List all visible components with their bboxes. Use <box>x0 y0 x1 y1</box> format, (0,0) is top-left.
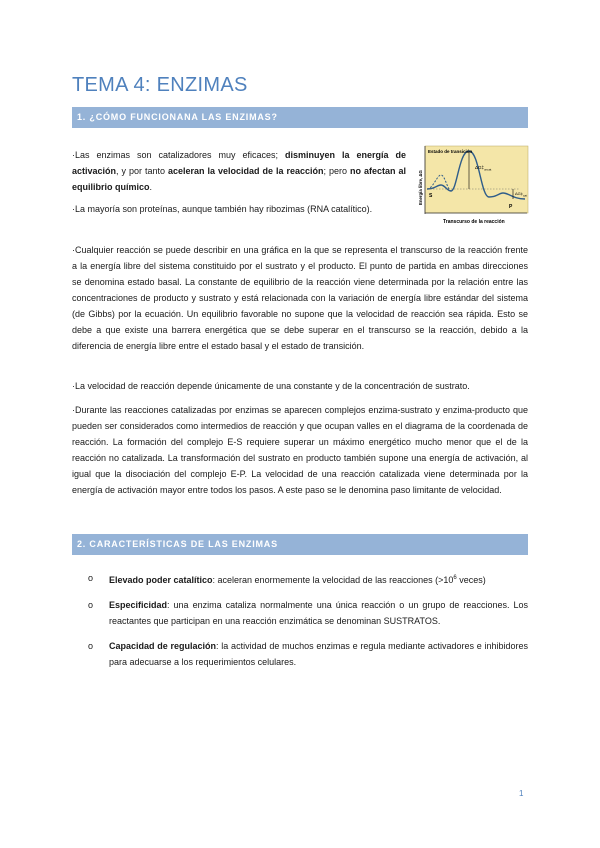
paragraph-enzymes-catalysts <box>72 147 406 195</box>
label-product: P <box>509 204 513 210</box>
section-heading-1: 1. ¿CÓMO FUNCIONANA LAS ENZIMAS? <box>72 107 528 128</box>
dg-subscript: cat <box>523 193 528 198</box>
bold-text: Elevado poder catalítico <box>109 575 213 585</box>
text-run: veces) <box>456 575 486 585</box>
label-transition-state: Estado de transición <box>428 149 473 154</box>
section-heading-2: 2. CARACTERÍSTICAS DE LAS ENZIMAS <box>72 534 528 555</box>
paragraph-reaction-graph: ·Cualquier reacción se puede describir en una gráfica en la que se representa el transcurso de la reacción frente a la energía libre del sistema constituido por el sustrato y el producto. El punto de partida en ambas direcciones se denomina estado basal. La constante de equilibrio de la reacción viene determinada por la relación entre las concentraciones de producto y sustrato y está relacionada con la variación de energía libre estándar del sistema (de Gibbs) por la ecuación. Un equilibrio favorable no supone que la velocidad de reacción sea rápida. Esto se debe a que existe una barrera energética que se debe superar en el transcurso se la reacción, debido a la diferencia de energía libre entre el estado basal y el estado de transición. <box>72 245 528 351</box>
paragraph-ribozymes: ·La mayoría son proteínas, aunque también hay ribozimas (RNA catalítico). <box>72 204 373 214</box>
dg-symbol: ΔG‡ <box>475 165 485 170</box>
list-item <box>88 597 528 629</box>
label-x-axis: Transcurso de la reacción <box>443 219 505 225</box>
energy-diagram <box>415 145 529 227</box>
superscript: 6 <box>453 575 457 581</box>
text-run: : aceleran enormemente la velocidad de las reacciones (>10 <box>212 575 454 585</box>
text-run: : una enzima cataliza normalmente una única reacción o un grupo de reacciones. Los reactantes que participan en una reacción enzimática se denominan SUSTRATOS. <box>109 600 528 626</box>
paragraph-reaction-velocity: ·La velocidad de reacción depende únicamente de una constante y de la concentración de sustrato. <box>72 381 470 391</box>
dg-subscript: uncat <box>484 167 492 172</box>
bold-text: aceleran la velocidad de la reacción <box>168 166 324 176</box>
bold-text: no afectan al equilibrio químico <box>72 166 407 192</box>
list-item <box>88 570 528 588</box>
dg-symbol: ΔG‡ <box>515 191 524 196</box>
bold-text: disminuyen la energía de activación <box>72 150 406 176</box>
bullet-marker: o <box>88 573 94 583</box>
bold-text: Capacidad de regulación <box>109 641 217 651</box>
list-item <box>88 638 528 670</box>
diagram-background <box>425 146 528 213</box>
bullet-marker: o <box>88 600 94 610</box>
page-title: TEMA 4: ENZIMAS <box>72 74 248 96</box>
page-number: 1 <box>519 789 524 798</box>
energy-diagram-figure <box>415 145 529 227</box>
text-run: : la actividad de muchos enzimas e regula mediante activadores e inhibidores para adecuarse a los requerimientos celulares. <box>109 641 528 667</box>
text-run: . <box>149 182 153 192</box>
text-run: ·Las enzimas son catalizadores muy eficaces; <box>72 150 285 160</box>
bold-text: Especificidad <box>109 600 168 610</box>
text-run: , y por tanto <box>116 166 169 176</box>
label-substrate: S <box>429 193 433 199</box>
label-y-axis: Energía libre, ΔG <box>418 170 423 205</box>
text-run: ; pero <box>323 166 351 176</box>
bullet-marker: o <box>88 641 94 651</box>
paragraph-enzyme-complexes: ·Durante las reacciones catalizadas por enzimas se aparecen complejos enzima-sustrato y enzima-producto que pueden ser considerados como intermedios de reacción y que ocupan valles en el diagrama de la coordenada de reacción. La formación del complejo E-S requiere superar un máximo energético mucho menor que el de la reacción no catalizada. La transformación del sustrato en producto también supone una energía de activación, al igual que la disociación del complejo E-P. La velocidad de una reacción catalizada viene determinada por la energía de activación mayor entre todos los pasos. A este paso se le denomina paso limitante de velocidad. <box>72 405 528 495</box>
characteristics-list <box>88 570 528 679</box>
